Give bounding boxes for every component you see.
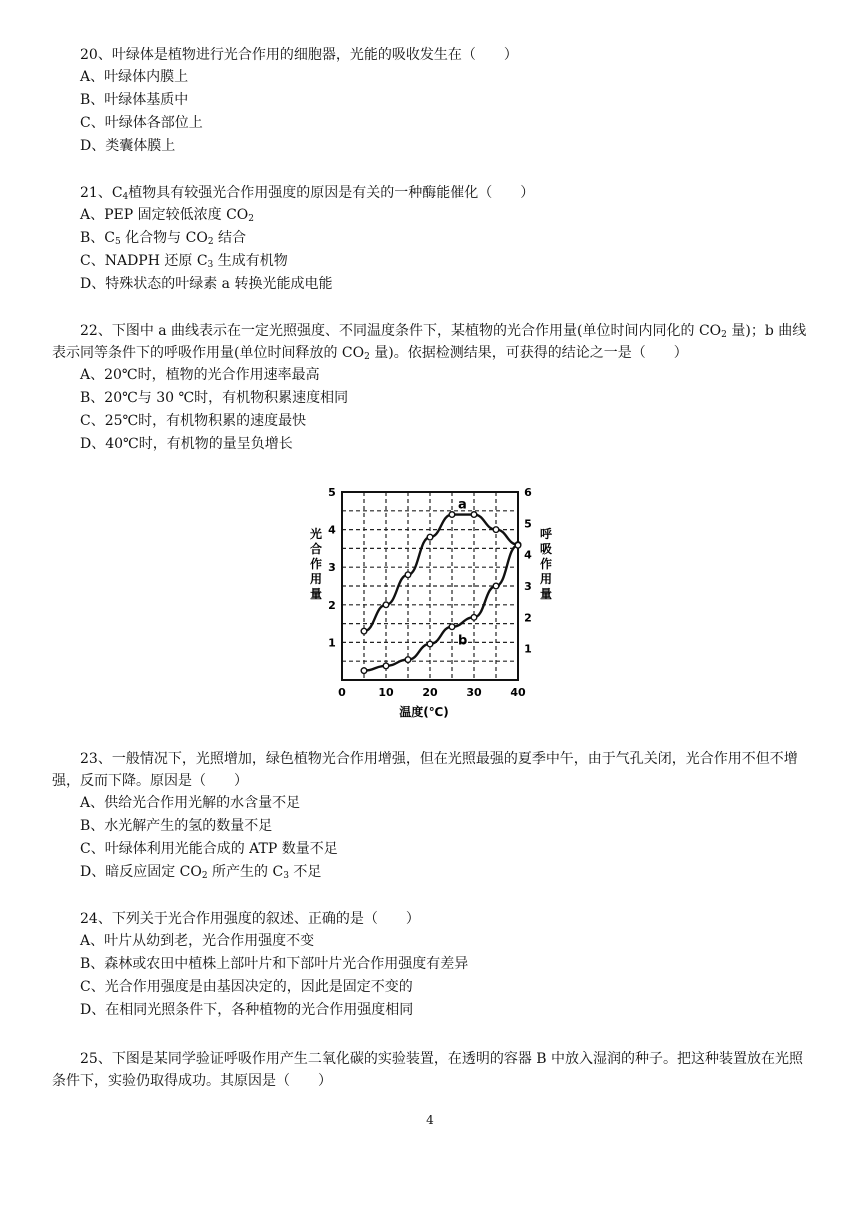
series-label-a: a (458, 497, 467, 513)
option-b (52, 227, 812, 250)
subscript: 3 (283, 871, 289, 881)
data-point-b (471, 615, 477, 621)
option-text: A、PEP 固定较低浓度 CO (80, 207, 249, 223)
data-point-b (405, 657, 411, 663)
y-left-tick-label: 5 (328, 486, 336, 499)
option-text: D、特殊状态的叶绿素 a 转换光能成电能 (80, 276, 333, 292)
stem-text: 量)。依据检测结果，可获得的结论之一是（ ） (369, 345, 688, 361)
y-left-tick-label: 2 (328, 598, 336, 612)
option-d (52, 861, 812, 884)
option-b: B、20℃与 30 ℃时，有机物积累速度相同 (80, 390, 349, 406)
option-text: 结合 (213, 230, 247, 246)
question-stem: 20、叶绿体是植物进行光合作用的细胞器，光能的吸收发生在（ ） (80, 47, 518, 63)
y-right-axis-label-char: 吸 (539, 542, 553, 556)
option-c (52, 250, 812, 273)
data-point-a (471, 512, 477, 518)
y-right-tick-label: 4 (524, 548, 532, 562)
option-text: B、C (80, 230, 115, 246)
y-left-axis-label-char: 作 (309, 557, 323, 571)
x-tick-label: 40 (510, 686, 526, 699)
y-left-tick-label: 1 (328, 636, 336, 650)
x-tick-label: 0 (338, 686, 346, 699)
option-a: A、叶片从幼到老，光合作用强度不变 (80, 933, 315, 949)
y-right-tick-label: 6 (524, 486, 532, 499)
option-text: A、供给光合作用光解的水含量不足 (80, 795, 301, 811)
data-point-a (383, 602, 389, 608)
option-a (52, 792, 812, 815)
data-point-b (449, 624, 455, 630)
subscript: 5 (115, 237, 121, 247)
data-point-a (427, 534, 433, 540)
x-tick-label: 10 (378, 686, 394, 699)
y-left-axis-label-char: 合 (309, 542, 323, 556)
question-stem (52, 320, 812, 364)
option-b: B、森林或农田中植株上部叶片和下部叶片光合作用强度有差异 (80, 956, 469, 972)
option-c (52, 838, 812, 861)
stem-text: 21、C (80, 185, 123, 201)
question-stem: 23、一般情况下，光照增加，绿色植物光合作用增强，但在光照最强的夏季中午，由于气孔关闭，光合作用不但不增强，反而下降。原因是（ ） (52, 751, 798, 789)
data-point-a (361, 628, 367, 634)
stem-text: 植物具有较强光合作用强度的原因是有关的一种酶能催化（ ） (128, 185, 535, 201)
x-tick-label: 30 (466, 686, 482, 699)
stem-text: 量)；b 曲线表示同等条件下的呼吸作用量(单位时间释放的 CO (52, 323, 807, 361)
question-22 (52, 320, 812, 456)
y-left-axis-label-char: 量 (309, 587, 323, 601)
question-stem: 25、下图是某同学验证呼吸作用产生二氧化碳的实验装置，在透明的容器 B 中放入湿润的种子。把这种装置放在光照条件下，实验仍取得成功。其原因是（ ） (52, 1051, 803, 1089)
y-right-axis-label-char: 量 (539, 587, 553, 601)
option-b (52, 815, 812, 838)
option-b: B、叶绿体基质中 (80, 92, 189, 108)
page-number: 4 (426, 1113, 434, 1127)
data-point-b (427, 641, 433, 647)
stem-text: 22、下图中 a 曲线表示在一定光照强度、不同温度条件下，某植物的光合作用量(单位时间内同化的 CO (80, 323, 722, 339)
option-c: C、光合作用强度是由基因决定的，因此是固定不变的 (80, 979, 413, 995)
question-20 (52, 44, 812, 158)
option-a (52, 204, 812, 227)
option-text: 化合物与 CO (120, 230, 208, 246)
option-d: D、类囊体膜上 (80, 138, 176, 154)
option-text: 生成有机物 (213, 253, 288, 269)
y-left-tick-label: 3 (328, 561, 336, 575)
temperature-chart (300, 480, 560, 720)
option-text: C、叶绿体利用光能合成的 ATP 数量不足 (80, 841, 338, 857)
y-right-tick-label: 2 (524, 611, 532, 625)
x-axis-label: 温度(℃) (399, 705, 449, 719)
option-d: D、40℃时，有机物的量呈负增长 (80, 436, 293, 452)
subscript: 2 (201, 871, 208, 881)
subscript: 4 (122, 192, 129, 202)
y-right-axis-label (540, 526, 553, 601)
subscript: 2 (248, 214, 254, 224)
data-point-a (405, 572, 411, 578)
y-right-axis-label-char: 呼 (539, 527, 553, 541)
option-text: B、水光解产生的氢的数量不足 (80, 818, 273, 834)
option-text: 所产生的 C (207, 864, 284, 880)
option-text: 不足 (288, 864, 322, 880)
option-a: A、叶绿体内膜上 (80, 69, 189, 85)
y-right-tick-label: 1 (524, 642, 532, 656)
option-c: C、25℃时，有机物积累的速度最快 (80, 413, 307, 429)
data-point-a (493, 527, 499, 533)
option-d: D、在相同光照条件下，各种植物的光合作用强度相同 (80, 1002, 414, 1018)
option-c: C、叶绿体各部位上 (80, 115, 203, 131)
y-left-axis-label-char: 光 (309, 527, 323, 541)
question-24 (52, 908, 812, 1022)
data-point-b (515, 542, 521, 548)
option-d (52, 273, 812, 296)
option-text: C、NADPH 还原 C (80, 253, 208, 269)
y-left-axis-label-char: 用 (309, 572, 323, 586)
question-23 (52, 748, 812, 884)
series-label-b: b (458, 633, 468, 649)
subscript: 2 (207, 237, 214, 247)
subscript: 2 (364, 352, 370, 362)
y-right-axis-label-char: 用 (539, 572, 553, 586)
data-point-a (449, 512, 455, 518)
y-right-tick-label: 3 (524, 580, 532, 593)
option-text: D、暗反应固定 CO (80, 864, 202, 880)
chart-grid (342, 492, 518, 680)
question-stem: 24、下列关于光合作用强度的叙述、正确的是（ ） (80, 911, 420, 927)
question-21 (52, 182, 812, 296)
question-25 (52, 1048, 812, 1092)
y-right-tick-label: 5 (524, 517, 532, 531)
subscript: 3 (207, 260, 214, 270)
question-stem (52, 182, 812, 204)
data-point-b (493, 583, 499, 589)
data-point-b (361, 668, 367, 674)
subscript: 2 (721, 330, 727, 340)
y-right-axis-label-char: 作 (539, 557, 553, 571)
option-a: A、20℃时，植物的光合作用速率最高 (80, 367, 320, 383)
y-left-tick-label: 4 (328, 523, 336, 537)
x-tick-label: 20 (422, 686, 438, 699)
data-point-b (383, 663, 389, 669)
y-left-axis-label (310, 526, 322, 601)
